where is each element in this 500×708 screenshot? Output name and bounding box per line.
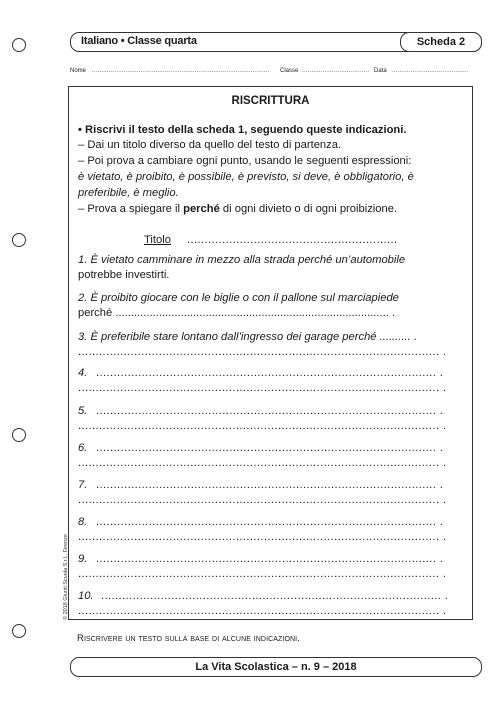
- item-6-number: 6.: [78, 442, 88, 454]
- item-5-line-1[interactable]: ................................................................................................. .: [96, 405, 444, 417]
- item-9-line-2[interactable]: ....................................................................................................... .: [78, 568, 447, 580]
- title-input-line[interactable]: ............................................................: [187, 234, 398, 246]
- instruction-expressions-1: è vietato, è proibito, è possibile, è previsto, si deve, è obbligatorio, è: [78, 171, 414, 183]
- item-4-number: 4.: [78, 367, 88, 379]
- header-bar: [70, 32, 482, 52]
- name-label: Nome: [70, 68, 87, 74]
- item-6-line-1[interactable]: ................................................................................................. .: [96, 442, 444, 454]
- item-9-line-1[interactable]: ................................................................................................. .: [96, 553, 444, 565]
- worksheet-caption: Riscrivere un testo sulla base di alcune indicazioni.: [77, 633, 300, 644]
- item-7-line-2[interactable]: ....................................................................................................... .: [78, 494, 447, 506]
- item-2-line-1: 2. È proibito giocare con le biglie o con il pallone sul marciapiede: [78, 292, 399, 304]
- item-4-line-2[interactable]: ....................................................................................................... .: [78, 382, 447, 394]
- class-field[interactable]: ....................................: [302, 68, 370, 74]
- copyright-notice: © 2018 Giunti Scuola S.r.l., Firenze: [63, 534, 69, 620]
- item-10-line-1[interactable]: ................................................................................................. .: [101, 590, 449, 602]
- title-label: Titolo: [144, 234, 171, 246]
- binder-hole-3: [12, 428, 26, 442]
- item-9-number: 9.: [78, 553, 88, 565]
- footer-bar: La Vita Scolastica – n. 9 – 2018: [70, 657, 482, 677]
- date-label: Data: [374, 68, 387, 74]
- binder-hole-2: [12, 233, 26, 247]
- item-8-line-2[interactable]: ....................................................................................................... .: [78, 531, 447, 543]
- name-field[interactable]: ...............................................................................................: [92, 68, 270, 74]
- instruction-explain: [78, 203, 397, 215]
- item-4-line-1[interactable]: ................................................................................................. .: [96, 367, 444, 379]
- sheet-label: Scheda 2: [400, 32, 482, 52]
- item-7-line-1[interactable]: ................................................................................................. .: [96, 479, 444, 491]
- item-2-line-2[interactable]: perché ........................................................................................ .: [78, 307, 396, 319]
- item-1-line-1: 1. È vietato camminare in mezzo alla strada perché un’automobile: [78, 254, 406, 266]
- instruction-change: – Poi prova a cambiare ogni punto, usando le seguenti espressioni:: [78, 155, 412, 167]
- student-fields: [70, 68, 480, 80]
- binder-hole-1: [12, 38, 26, 52]
- instruction-main: • Riscrivi il testo della scheda 1, seguendo queste indicazioni.: [78, 124, 407, 136]
- item-5-line-2[interactable]: ....................................................................................................... .: [78, 420, 447, 432]
- item-10-line-2[interactable]: ....................................................................................................... .: [78, 605, 447, 617]
- item-1-line-2: potrebbe investirti.: [78, 269, 170, 281]
- item-8-line-1[interactable]: ................................................................................................. .: [96, 516, 444, 528]
- date-field[interactable]: .........................................: [392, 68, 469, 74]
- instruction-explain-pre: – Prova a spiegare il: [78, 203, 184, 215]
- item-5-number: 5.: [78, 405, 88, 417]
- item-7-number: 7.: [78, 479, 88, 491]
- item-3-line-2[interactable]: ....................................................................................................... .: [78, 346, 447, 358]
- item-6-line-2[interactable]: ....................................................................................................... .: [78, 457, 447, 469]
- header-title: Italiano • Classe quarta: [81, 35, 197, 47]
- section-title: RISCRITTURA: [231, 95, 310, 107]
- class-label: Classe: [280, 68, 299, 74]
- instruction-expressions-2: preferibile, è meglio.: [78, 187, 179, 199]
- item-8-number: 8.: [78, 516, 88, 528]
- instruction-explain-post: di ogni divieto o di ogni proibizione.: [219, 203, 398, 215]
- item-10-number: 10.: [78, 590, 94, 602]
- instruction-title: – Dai un titolo diverso da quello del testo di partenza.: [78, 139, 342, 151]
- instruction-explain-bold: perché: [183, 203, 220, 215]
- item-3-line-1: 3. È preferibile stare lontano dall’ingresso dei garage perché .......... .: [78, 331, 417, 343]
- worksheet-box: [68, 86, 473, 620]
- binder-hole-4: [12, 624, 26, 638]
